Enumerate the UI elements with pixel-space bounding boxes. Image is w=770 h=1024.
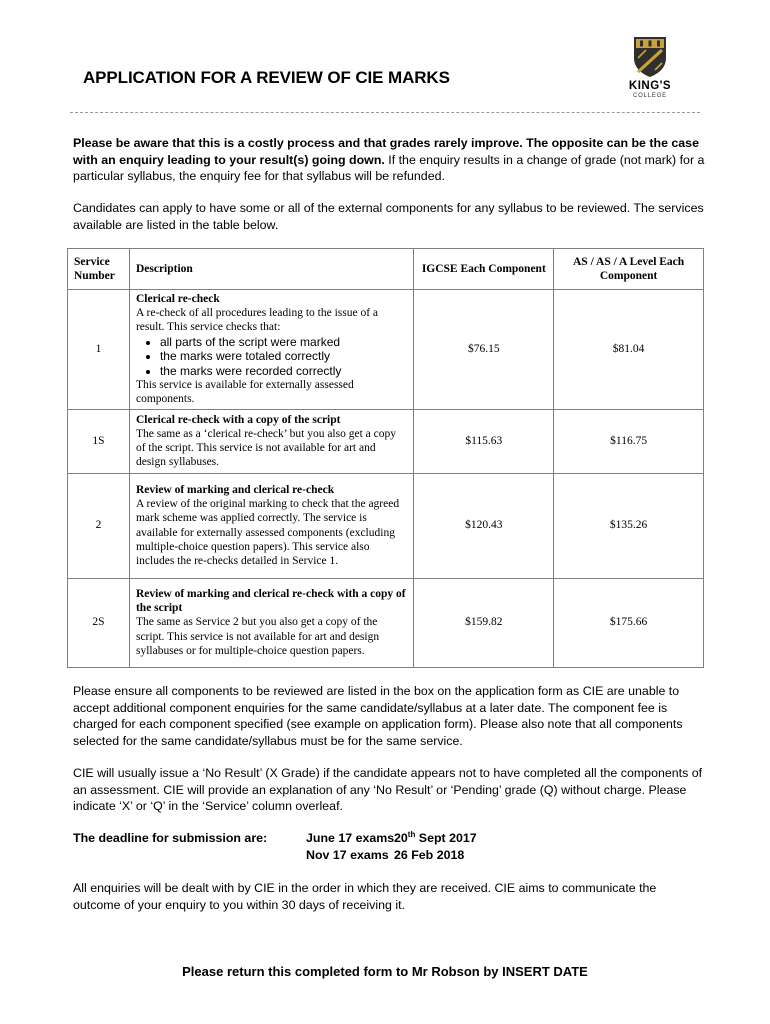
deadline-row — [306, 847, 566, 864]
header-service-number: Service Number — [68, 249, 130, 290]
as-level-price: $116.75 — [554, 409, 704, 473]
igcse-price: $159.82 — [414, 578, 554, 667]
service-number: 1 — [68, 290, 130, 410]
list-item: • the marks were totaled correctly — [160, 349, 407, 364]
table-row — [68, 473, 704, 578]
intro-warning: Please be aware that this is a costly process and that grades rarely improve. The opposite can be the case with an enquiry leading to your result(s) going down. — [73, 136, 699, 167]
service-title: Clerical re-check with a copy of the script — [135, 413, 341, 426]
as-level-price: $135.26 — [554, 473, 704, 578]
service-description — [129, 290, 413, 410]
igcse-price: $76.15 — [414, 290, 554, 410]
intro-refund-note: If the enquiry results in a change of grade (not mark) for a particular syllabus, the enquiry fee for that syllabus will be refunded. — [73, 152, 705, 183]
service-description — [129, 578, 413, 667]
service-title: Review of marking and clerical re-check with a copy of the script — [135, 588, 406, 615]
deadline-row — [306, 830, 566, 847]
deadline-dates — [306, 830, 566, 864]
order-note: All enquiries will be dealt with by CIE in the order in which they are received. CIE aims to communicate the outcome of your enquiry to you within 30 days of receiving it. — [73, 881, 657, 912]
table-row — [68, 409, 704, 473]
title-divider — [70, 112, 700, 113]
service-number: 2S — [68, 578, 130, 667]
service-text: A re-check of all procedures leading to the issue of a result. This service checks that: — [135, 307, 379, 334]
service-text: A review of the original marking to check that the agreed mark scheme was applied correctly. The service is available for externally assessed components (excluding multiple-choice question papers). This service also includes the re-checks detailed in Service 1. — [135, 498, 400, 567]
header-description: Description — [129, 249, 413, 290]
service-number: 1S — [68, 409, 130, 473]
components-note: Please ensure all components to be reviewed are listed in the box on the application form as CIE are unable to accept additional component enquiries for the same candidate/syllabus at a later date. The component fee is charged for each component specified (see example on application form). Please also note that all components selected for the same candidate/syllabus must be for the same service. — [73, 684, 683, 748]
service-availability: This service is available for externally assessed components. — [135, 379, 354, 406]
deadline-day-suffix: th — [407, 829, 416, 839]
as-level-price: $81.04 — [554, 290, 704, 410]
deadline-month-year: Sept 2017 — [415, 831, 477, 845]
deadline-exam: June 17 exams — [306, 831, 395, 845]
service-title: Review of marking and clerical re-check — [135, 483, 335, 496]
list-item: • all parts of the script were marked — [160, 335, 407, 350]
service-title: Clerical re-check — [135, 293, 220, 305]
service-text: The same as a ‘clerical re-check’ but you also get a copy of the script. This service is not available for art and design syllabuses. — [135, 427, 396, 469]
return-instruction: Please return this completed form to Mr Robson by INSERT DATE — [182, 964, 588, 979]
header-as-level: AS / AS / A Level Each Component — [554, 249, 704, 290]
no-result-note: CIE will usually issue a ‘No Result’ (X Grade) if the candidate appears not to have completed all the components of an assessment. CIE will provide an explanation of any ‘No Result’ or ‘Pending’ grade (Q) without charge. Please indicate ‘X’ or ‘Q’ in the ‘Service’ column overleaf. — [73, 766, 703, 813]
igcse-price: $115.63 — [414, 409, 554, 473]
logo-subtitle: COLLEGE — [633, 93, 667, 99]
kings-college-logo — [614, 36, 686, 106]
service-description — [129, 409, 413, 473]
page-title: APPLICATION FOR A REVIEW OF CIE MARKS — [83, 68, 450, 87]
logo-name: KING'S — [628, 80, 672, 92]
components-intro: Candidates can apply to have some or all of the external components for any syllabus to be reviewed. The services available are listed in the table below. — [73, 201, 704, 232]
table-row — [68, 578, 704, 667]
service-description — [129, 473, 413, 578]
table-header-row — [68, 249, 704, 290]
deadline-day: 26 Feb 2018 — [394, 848, 465, 862]
as-level-price: $175.66 — [554, 578, 704, 667]
services-table — [67, 248, 704, 668]
deadline-day: 20 — [394, 831, 408, 845]
intro-paragraph — [73, 135, 705, 185]
table-row — [68, 290, 704, 410]
list-item: • the marks were recorded correctly — [160, 364, 407, 379]
header-igcse: IGCSE Each Component — [414, 249, 554, 290]
deadline-label: The deadline for submission are: — [73, 831, 268, 845]
igcse-price: $120.43 — [414, 473, 554, 578]
service-text: The same as Service 2 but you also get a copy of the script. This service is not available for art and design syllabuses or for multiple-choice question papers. — [135, 616, 380, 657]
college-crest-icon — [633, 36, 667, 78]
deadline-exam: Nov 17 exams — [306, 848, 389, 862]
service-checks-list — [136, 335, 407, 379]
service-number: 2 — [68, 473, 130, 578]
